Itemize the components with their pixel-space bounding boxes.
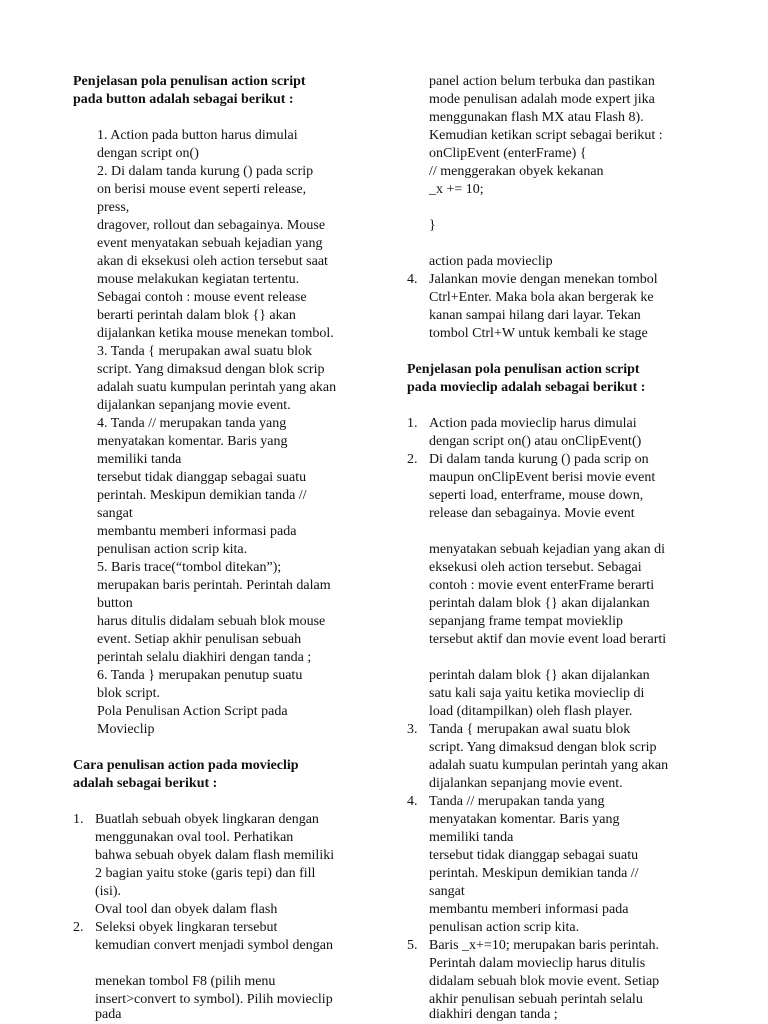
list-item-line: script. Yang dimaksud dengan blok scrip xyxy=(429,740,657,755)
list-item-line: akhir penulisan sebuah perintah selalu xyxy=(429,992,643,1007)
body-line: Pola Penulisan Action Script pada xyxy=(97,704,288,719)
body-line: 6. Tanda } merupakan penutup suatu xyxy=(97,668,303,683)
body-line: 5. Baris trace(“tombol ditekan”); xyxy=(97,560,282,575)
list-item-line: dijalankan sepanjang movie event. xyxy=(429,776,623,791)
list-item-line: contoh : movie event enterFrame berarti xyxy=(429,578,655,593)
body-line: 3. Tanda { merupakan awal suatu blok xyxy=(97,344,313,359)
list-item-line: Tanda // merupakan tanda yang xyxy=(429,794,605,809)
list-item-line: tersebut tidak dianggap sebagai suatu xyxy=(429,848,639,863)
list-number: 4. xyxy=(407,272,418,287)
list-item-line: menekan tombol F8 (pilih menu xyxy=(95,974,276,989)
body-line: dijalankan sepanjang movie event. xyxy=(97,398,291,413)
body-line: button xyxy=(97,596,133,611)
body-line: menyatakan komentar. Baris yang xyxy=(97,434,288,449)
body-line: harus ditulis didalam sebuah blok mouse xyxy=(97,614,326,629)
list-item-line: menggunakan oval tool. Perhatikan xyxy=(95,830,294,845)
list-number: 1. xyxy=(73,812,84,827)
list-item-line: insert>convert to symbol). Pilih movieclip xyxy=(95,992,333,1007)
list-item-line: Ctrl+Enter. Maka bola akan bergerak ke xyxy=(429,290,654,305)
body-line: 2. Di dalam tanda kurung () pada scrip xyxy=(97,164,314,179)
code-line: onClipEvent (enterFrame) { xyxy=(429,146,587,161)
heading-movieclip-pattern-line-2: pada movieclip adalah sebagai berikut : xyxy=(407,380,646,395)
list-item-line: sangat xyxy=(429,884,465,899)
body-line: panel action belum terbuka dan pastikan xyxy=(429,74,655,89)
body-line: script. Yang dimaksud dengan blok scrip xyxy=(97,362,325,377)
body-line: event menyatakan sebuah kejadian yang xyxy=(97,236,323,251)
body-line: on berisi mouse event seperti release, xyxy=(97,182,307,197)
list-item-line: seperti load, enterframe, mouse down, xyxy=(429,488,644,503)
list-item-line: release dan sebagainya. Movie event xyxy=(429,506,635,521)
list-item-line: diakhiri dengan tanda ; xyxy=(429,1007,558,1022)
list-item-line: eksekusi oleh action tersebut. Sebagai xyxy=(429,560,642,575)
code-line: // menggerakan obyek kekanan xyxy=(429,164,604,179)
list-item-line: maupun onClipEvent berisi movie event xyxy=(429,470,656,485)
list-item-line: Tanda { merupakan awal suatu blok xyxy=(429,722,631,737)
body-line: Sebagai contoh : mouse event release xyxy=(97,290,307,305)
list-item-line: Action pada movieclip harus dimulai xyxy=(429,416,637,431)
list-item-line: bahwa sebuah obyek dalam flash memiliki xyxy=(95,848,335,863)
list-number: 5. xyxy=(407,938,418,953)
caption-line: action pada movieclip xyxy=(429,254,553,269)
body-line: 1. Action pada button harus dimulai xyxy=(97,128,298,143)
list-number: 2. xyxy=(73,920,84,935)
body-line: dengan script on() xyxy=(97,146,199,161)
body-line: berarti perintah dalam blok {} akan xyxy=(97,308,296,323)
body-line: merupakan baris perintah. Perintah dalam xyxy=(97,578,331,593)
list-item-line: pada xyxy=(95,1007,122,1022)
list-item-line: memiliki tanda xyxy=(429,830,514,845)
body-line: tersebut tidak dianggap sebagai suatu xyxy=(97,470,307,485)
list-item-line: load (ditampilkan) oleh flash player. xyxy=(429,704,633,719)
body-line: press, xyxy=(97,200,130,215)
list-item-line: menyatakan sebuah kejadian yang akan di xyxy=(429,542,665,557)
body-line: perintah. Meskipun demikian tanda // xyxy=(97,488,307,503)
list-item-line: membantu memberi informasi pada xyxy=(429,902,629,917)
body-line: mouse melakukan kegiatan tertentu. xyxy=(97,272,300,287)
list-item-line: didalam sebuah blok movie event. Setiap xyxy=(429,974,660,989)
body-line: dijalankan ketika mouse menekan tombol. xyxy=(97,326,334,341)
list-number: 4. xyxy=(407,794,418,809)
list-item-line: dengan script on() atau onClipEvent() xyxy=(429,434,642,449)
heading-button-line-1: Penjelasan pola penulisan action script xyxy=(73,74,306,89)
heading-movieclip-line-2: adalah sebagai berikut : xyxy=(73,776,218,791)
list-item-line: kanan sampai hilang dari layar. Tekan xyxy=(429,308,641,323)
code-line: } xyxy=(429,218,436,233)
body-line: dragover, rollout dan sebagainya. Mouse xyxy=(97,218,326,233)
list-item-line: kemudian convert menjadi symbol dengan xyxy=(95,938,333,953)
body-line: menggunakan flash MX atau Flash 8). xyxy=(429,110,644,125)
list-item-line: Buatlah sebuah obyek lingkaran dengan xyxy=(95,812,319,827)
list-item-line: tombol Ctrl+W untuk kembali ke stage xyxy=(429,326,648,341)
heading-button-line-2: pada button adalah sebagai berikut : xyxy=(73,92,294,107)
body-line: Kemudian ketikan script sebagai berikut : xyxy=(429,128,663,143)
body-line: memiliki tanda xyxy=(97,452,182,467)
body-line: 4. Tanda // merupakan tanda yang xyxy=(97,416,287,431)
list-item-line: Jalankan movie dengan menekan tombol xyxy=(429,272,658,287)
list-item-line: perintah dalam blok {} akan dijalankan xyxy=(429,668,650,683)
list-item-line: Seleksi obyek lingkaran tersebut xyxy=(95,920,278,935)
list-number: 2. xyxy=(407,452,418,467)
body-line: membantu memberi informasi pada xyxy=(97,524,297,539)
list-number: 1. xyxy=(407,416,418,431)
body-line: perintah selalu diakhiri dengan tanda ; xyxy=(97,650,312,665)
list-item-line: (isi). xyxy=(95,884,122,899)
list-item-line: Perintah dalam movieclip harus ditulis xyxy=(429,956,646,971)
list-item-line: adalah suatu kumpulan perintah yang akan xyxy=(429,758,669,773)
body-line: akan di eksekusi oleh action tersebut saat xyxy=(97,254,328,269)
body-line: event. Setiap akhir penulisan sebuah xyxy=(97,632,302,647)
list-item-line: perintah. Meskipun demikian tanda // xyxy=(429,866,639,881)
list-item-line: menyatakan komentar. Baris yang xyxy=(429,812,620,827)
list-item-line: penulisan action scrip kita. xyxy=(429,920,580,935)
body-line: mode penulisan adalah mode expert jika xyxy=(429,92,655,107)
list-item-line: 2 bagian yaitu stoke (garis tepi) dan fill xyxy=(95,866,316,881)
heading-movieclip-line-1: Cara penulisan action pada movieclip xyxy=(73,758,299,773)
heading-movieclip-pattern-line-1: Penjelasan pola penulisan action script xyxy=(407,362,640,377)
list-item-line: Oval tool dan obyek dalam flash xyxy=(95,902,278,917)
list-number: 3. xyxy=(407,722,418,737)
list-item-line: satu kali saja yaitu ketika movieclip di xyxy=(429,686,645,701)
list-item-line: Di dalam tanda kurung () pada scrip on xyxy=(429,452,649,467)
list-item-line: Baris _x+=10; merupakan baris perintah. xyxy=(429,938,660,953)
body-line: penulisan action scrip kita. xyxy=(97,542,248,557)
body-line: blok script. xyxy=(97,686,160,701)
body-line: adalah suatu kumpulan perintah yang akan xyxy=(97,380,337,395)
body-line: sangat xyxy=(97,506,133,521)
list-item-line: sepanjang frame tempat movieklip xyxy=(429,614,623,629)
code-line: _x += 10; xyxy=(429,182,484,197)
body-line: Movieclip xyxy=(97,722,155,737)
list-item-line: perintah dalam blok {} akan dijalankan xyxy=(429,596,650,611)
list-item-line: tersebut aktif dan movie event load berarti xyxy=(429,632,667,647)
